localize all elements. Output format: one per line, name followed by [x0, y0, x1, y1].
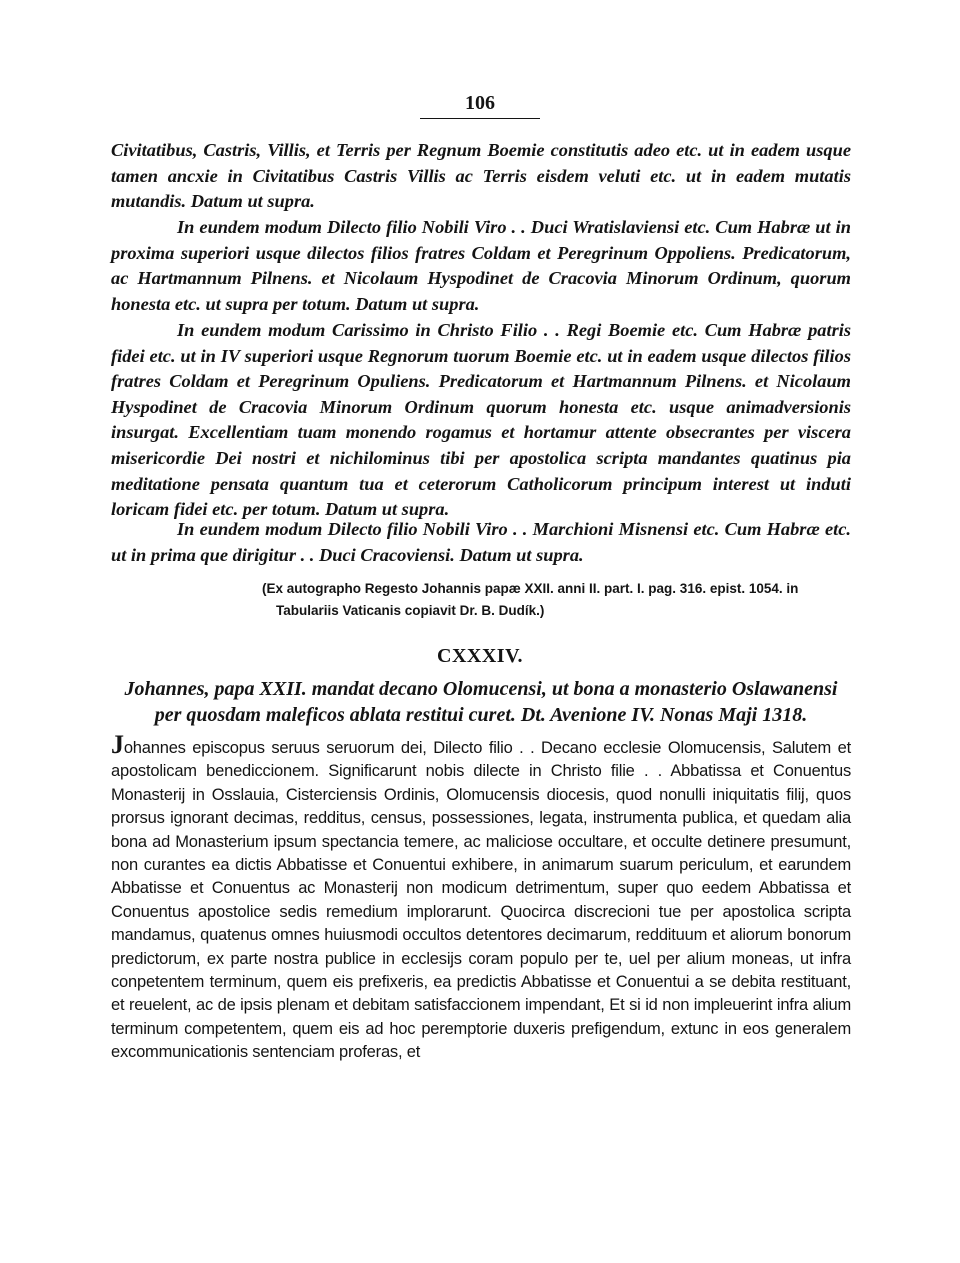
- document-title-line-1: Johannes, papa XXII. mandat decano Olomucensi, ut bona a monasterio Oslawanensi: [124, 678, 838, 700]
- source-note-line-1: (Ex autographo Regesto Johannis papæ XXII. anni II. part. I. pag. 316. epist. 1054. in: [262, 581, 799, 596]
- paragraph-3: In eundem modum Carissimo in Christo Filio . . Regi Boemie etc. Cum Habræ patris fidei etc. ut in IV superiori usque Regnorum tuorum Boemie etc. ut in eadem usque dilectos filios fratres Coldam et Peregrinum Opuliens. Predicatorum et Hartmannum Pilnens. et Nicolaum Hyspodinet de Cracovia Minorum Ordinum quorum honesta etc. usque animadversionis insurgat. Excellentiam tuam monendo rogamus et hortamur attente obsecrantes per viscera misericordie Dei nostri et nichilominus tibi per apostolica scripta mandantes quatinus pia meditatione pensata quantum tua et ceterorum Catholicorum principum interest ut induti loricam fidei etc. per totum. Datum ut supra.: [111, 320, 851, 520]
- paragraph-1: Civitatibus, Castris, Villis, et Terris per Regnum Boemie constitutis adeo etc. ut in eadem usque tamen ancxie in Civitatibus Castris Villis ac Terris eisdem veluti etc. ut in eadem mutatis mutandis. Datum ut supra.: [111, 140, 851, 212]
- document-body: [111, 730, 851, 1065]
- drop-initial: J: [111, 730, 124, 759]
- paragraph-block-4: [111, 517, 851, 568]
- header-rule: [420, 118, 540, 119]
- page-number: 106: [465, 92, 495, 114]
- paragraph-block-3: [111, 318, 851, 523]
- source-note: [262, 578, 862, 622]
- document-number: CXXXIV.: [437, 645, 523, 667]
- source-note-line-2: Tabulariis Vaticanis copiavit Dr. B. Dudík.): [276, 603, 545, 618]
- paragraph-continuation: [111, 138, 851, 215]
- paragraph-block-2: [111, 215, 851, 317]
- document-body-text: ohannes episcopus seruus seruorum dei, Dilecto filio . . Decano ecclesie Olomucensis, Salutem et apostolicam benediccionem. Significarunt nobis dilecte in Christo filie . . Abbatissa et Conuentus Monasterij in Osslauia, Cisterciensis Ordinis, Olomucensis diocesis, quod nonulli iniquitatis filij, quos prorsus ignorant decimas, redditus, census, possessiones, legata, instrumenta publica, et quedam alia bona ad Monasterium ipsum spectancia temere, ac maliciose occultare, et occulte detinere presumunt, non curantes ea dictis Abbatisse et Conuentui exhibere, in animarum suarum periculum, et earundem Abbatisse et Conuentus ac Monasterij non modicum detrimentum, super quo eedem Abbatissa et Conuentus apostolice sedis remedium implorarunt. Quocirca discrecioni tue per apostolica scripta mandamus, quatenus omnes huiusmodi occultos detentores decimarum, reddituum et aliorum bonorum predictorum, ex parte nostra publice in ecclesijs coram populo per te, uel per alium moneas, ut infra conpetentem terminum, quem eis prefixeris, ea predictis Abbatisse et Conuentui a se debita restituant, et reuelent, ac de ipsis plenam et debitam satisfaccionem impendant, Et si id non impleuerint infra alium terminum competentem, quem eis ad hoc peremptorie duxeris prefigendum, extunc in eos generalem excommunicationis sentenciam proferas, et: [111, 739, 851, 1062]
- paragraph-4: In eundem modum Dilecto filio Nobili Viro . . Marchioni Misnensi etc. Cum Habræ etc. ut in prima que dirigitur . . Duci Cracoviensi. Datum ut supra.: [111, 519, 851, 565]
- paragraph-2: In eundem modum Dilecto filio Nobili Viro . . Duci Wratislaviensi etc. Cum Habræ ut in proxima superiori usque dilectos filios fratres Coldam et Peregrinum Oppoliens. Predicatorum, ac Hartmannum Pilnens. et Nicolaum Hyspodinet de Cracovia Minorum Ordinum, quorum honesta etc. ut supra per totum. Datum ut supra.: [111, 217, 851, 314]
- document-title: [111, 676, 851, 728]
- document-title-line-2: per quosdam maleficos ablata restitui curet. Dt. Avenione IV. Nonas Maji 1318.: [154, 704, 808, 726]
